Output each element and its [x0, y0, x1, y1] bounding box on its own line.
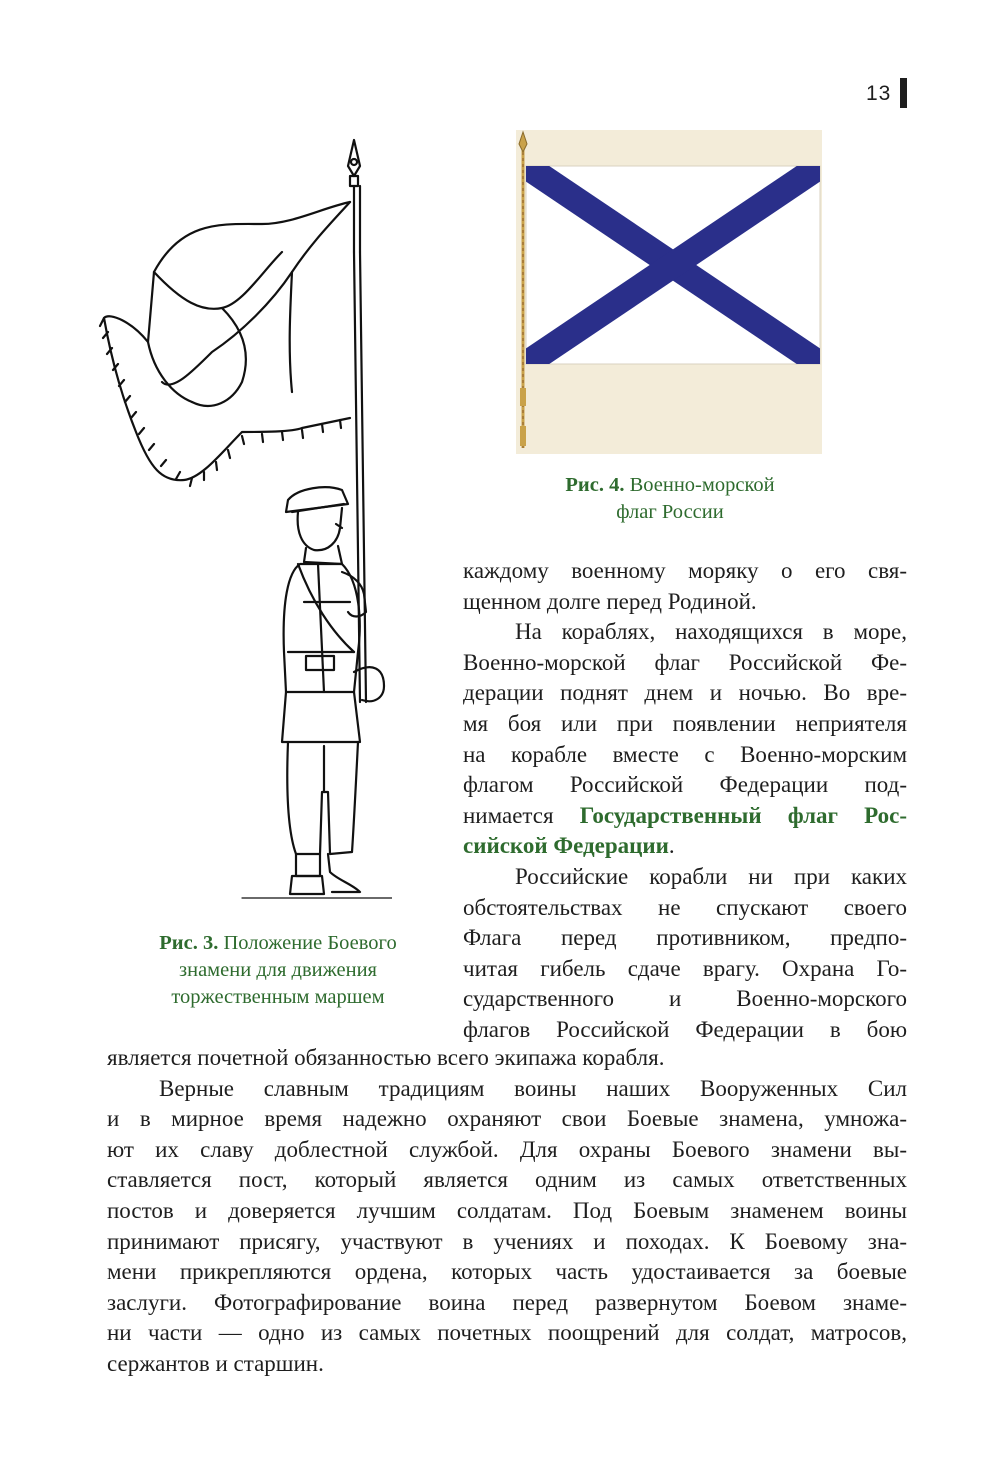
text-line: Флага перед противником, предпо- [463, 925, 907, 951]
text-line: флагов Российской Федерации в бою [463, 1016, 907, 1042]
text-fragment: нимается [463, 802, 554, 828]
figure-3-caption-text-2: знамени для движения [179, 959, 377, 981]
text-line: флагом Российской Федерации под- [463, 772, 907, 798]
figure-4-caption-label: Рис. 4. [565, 474, 625, 496]
figure-3-soldier-with-banner [92, 132, 392, 912]
text-line: Военно-морской флаг Российской Фе- [463, 649, 907, 675]
text-line: мя боя или при появлении неприятеля [463, 710, 907, 736]
text-line: обстоятельствах не спускают своего [463, 894, 907, 920]
text-line: сударственного и Военно-морского [463, 986, 907, 1012]
text-line: сержантов и старшин. [107, 1350, 324, 1376]
text-line: ни части — одно из самых почетных поощрений для солдат, матросов, [107, 1320, 907, 1346]
figure-3-caption-text-1: Положение Боевого [223, 932, 397, 954]
text-line: является почетной обязанностью всего экипажа корабля. [107, 1045, 665, 1070]
text-line: на корабле вместе с Военно-морским [463, 741, 907, 767]
figure-4-caption-text-1: Военно-морской [629, 474, 775, 496]
text-line: принимают присягу, участвуют в учениях и походах. К Боевому зна- [107, 1228, 907, 1254]
text-line [463, 801, 907, 832]
text-line: мени прикрепляются ордена, которых часть удостаивается за боевые [107, 1259, 907, 1285]
figure-3-caption [104, 930, 452, 1011]
figure-4-caption [512, 472, 828, 526]
figure-3-caption-label: Рис. 3. [159, 932, 219, 954]
text-line: На кораблях, находящихся в море, [515, 619, 907, 645]
text-line: Российские корабли ни при каких [515, 863, 907, 889]
highlight-term: сийской Федерации [463, 833, 669, 859]
right-column-text [463, 556, 907, 1046]
text-line: читая гибель сдаче врагу. Охрана Го- [463, 955, 907, 981]
text-line: каждому военному моряку о его свя- [463, 558, 907, 583]
text-line: ставляется пост, который является одним из самых ответственных [107, 1167, 907, 1193]
text-line: Верные славным традициям воины наших Вооруженных Сил [159, 1075, 907, 1101]
page-number-bar [900, 78, 907, 108]
page-number: 13 [866, 82, 892, 105]
figure-3-caption-text-3: торжественным маршем [171, 986, 385, 1008]
highlight-term: Государственный флаг Рос- [579, 802, 907, 828]
figure-4-caption-text-2: флаг России [616, 501, 724, 523]
text-line [463, 831, 907, 862]
text-line: дерации поднят днем и ночью. Во вре- [463, 680, 907, 706]
text-line: ют их славу доблестной службой. Для охраны Боевого знамени вы- [107, 1136, 907, 1162]
text-fragment: . [668, 833, 675, 859]
text-line: и в мирное время надежно охраняют свои Боевые знамена, умножа- [107, 1106, 907, 1132]
text-line: постов и доверяется лучшим солдатам. Под Боевым знаменем воины [107, 1197, 907, 1223]
full-width-text [107, 1043, 907, 1380]
figure-4-naval-ensign [516, 130, 822, 454]
text-line: заслуги. Фотографирование воина перед развернутом Боевом знаме- [107, 1289, 907, 1315]
text-line: щенном долге перед Родиной. [463, 588, 757, 614]
